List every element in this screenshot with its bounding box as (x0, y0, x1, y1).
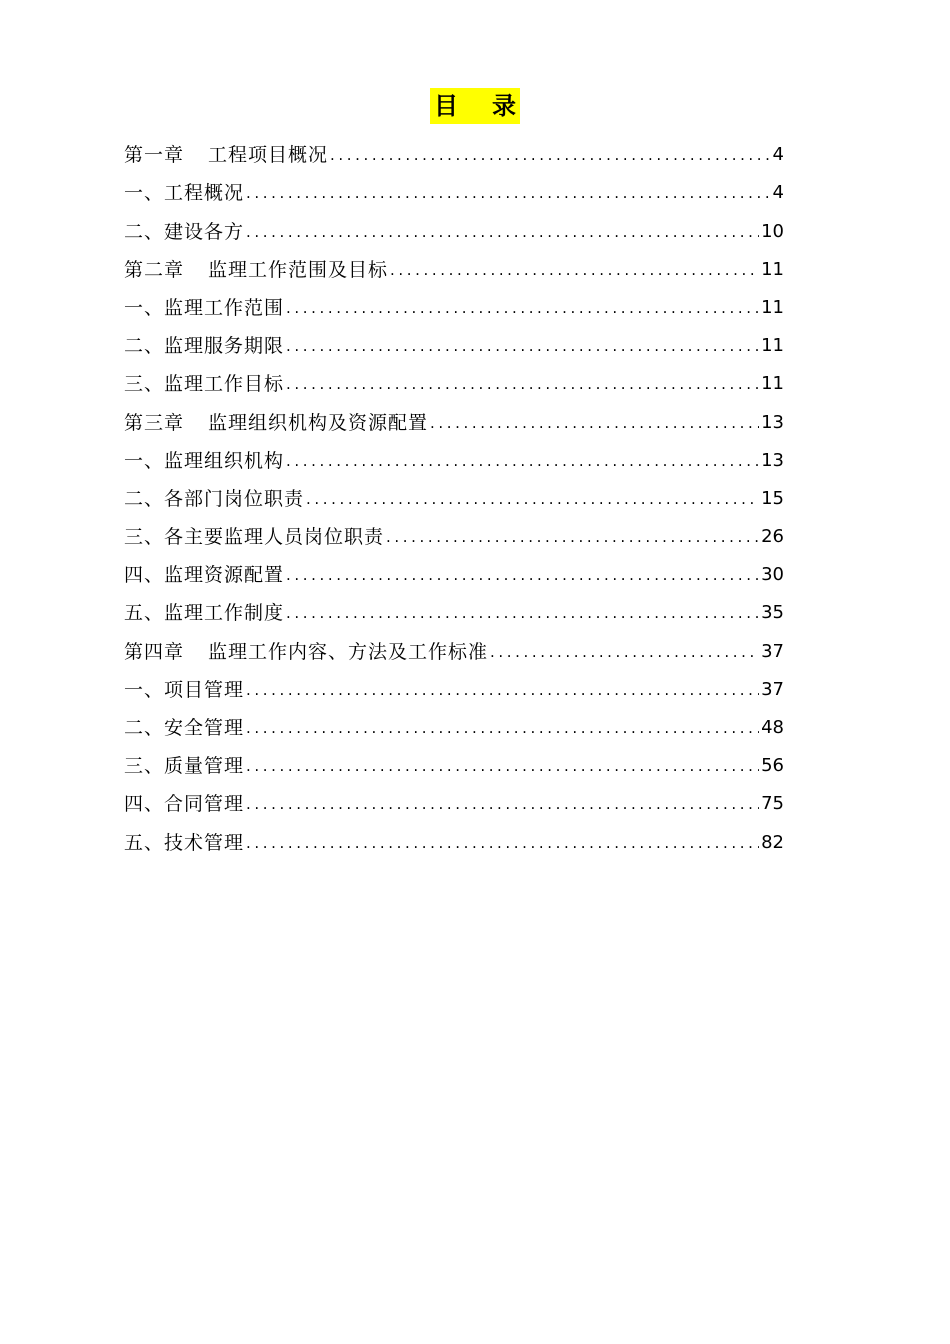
toc-entry-label (124, 594, 284, 632)
toc-leader-dots (304, 480, 759, 518)
toc-chapter-number: 第一章 (124, 144, 185, 167)
toc-entry-title: 监理工作内容、方法及工作标准 (208, 640, 489, 663)
toc-page-number: 15 (761, 487, 784, 509)
toc-entry-title: 一、项目管理 (124, 678, 245, 701)
toc-page-number: 11 (761, 373, 784, 395)
toc-entry-label (124, 327, 284, 365)
toc-leader-dots (328, 136, 771, 174)
toc-page-number: 13 (761, 411, 784, 433)
toc-entry-title: 三、质量管理 (124, 755, 245, 778)
toc-entry[interactable] (124, 327, 784, 365)
toc-entry-label (124, 174, 244, 212)
toc-entry-title: 五、技术管理 (124, 831, 245, 854)
toc-leader-dots (284, 327, 759, 365)
toc-entry-label (124, 747, 244, 785)
toc-page-number: 13 (761, 449, 784, 471)
toc-entry-label (124, 404, 428, 442)
toc-page-number: 30 (761, 564, 784, 586)
toc-leader-dots (244, 709, 759, 747)
toc-page-number: 11 (761, 335, 784, 357)
toc-entry-title: 三、各主要监理人员岗位职责 (124, 526, 385, 549)
toc-entry-label (124, 365, 284, 403)
toc-entry[interactable] (124, 403, 784, 441)
toc-page-number: 4 (772, 182, 784, 204)
toc-entry-label (124, 709, 244, 747)
toc-entry[interactable] (124, 671, 784, 709)
toc-entry[interactable] (124, 136, 784, 174)
toc-entry-title: 一、监理工作范围 (124, 296, 285, 319)
toc-entry-label (124, 289, 284, 327)
toc-leader-dots (284, 556, 759, 594)
toc-entry[interactable] (124, 251, 784, 289)
toc-entry-label (124, 518, 384, 556)
toc-title-part2: 录 (492, 92, 516, 120)
toc-leader-dots (244, 824, 759, 862)
toc-entry-label (124, 824, 244, 862)
toc-entry-title: 二、安全管理 (124, 717, 245, 739)
toc-entry[interactable] (124, 594, 784, 632)
table-of-contents (124, 136, 784, 862)
toc-entry[interactable] (124, 785, 784, 823)
toc-page-number: 56 (761, 755, 784, 777)
toc-entry-label (124, 213, 244, 251)
toc-entry[interactable] (124, 709, 784, 747)
toc-leader-dots (428, 404, 759, 442)
toc-page-number: 48 (761, 717, 784, 738)
toc-title-part1: 目 (434, 92, 458, 120)
toc-entry[interactable] (124, 747, 784, 785)
toc-entry[interactable] (124, 480, 784, 518)
title-wrap (0, 88, 950, 124)
toc-entry-title: 二、建设各方 (124, 220, 245, 243)
toc-entry-title: 四、合同管理 (124, 793, 245, 816)
toc-entry-title: 一、工程概况 (124, 182, 245, 205)
toc-leader-dots (284, 442, 759, 480)
toc-entry-title: 二、监理服务期限 (124, 335, 285, 358)
toc-leader-dots (244, 174, 771, 212)
toc-entry-label (124, 556, 284, 594)
toc-entry-title: 四、监理资源配置 (124, 564, 285, 587)
toc-entry[interactable] (124, 212, 784, 250)
toc-leader-dots (244, 785, 759, 823)
toc-page-number: 35 (761, 602, 784, 624)
toc-page-number: 37 (761, 640, 784, 662)
toc-entry-label (124, 251, 388, 289)
toc-entry[interactable] (124, 174, 784, 212)
toc-leader-dots (488, 633, 759, 671)
toc-entry[interactable] (124, 289, 784, 327)
toc-entry-label (124, 480, 304, 518)
toc-entry[interactable] (124, 823, 784, 861)
toc-leader-dots (284, 365, 759, 403)
toc-entry[interactable] (124, 365, 784, 403)
toc-leader-dots (284, 594, 759, 632)
toc-leader-dots (244, 671, 759, 709)
toc-leader-dots (388, 251, 759, 289)
toc-entry-title: 二、各部门岗位职责 (124, 487, 305, 510)
toc-entry-title: 一、监理组织机构 (124, 449, 285, 472)
toc-page-number: 11 (761, 296, 784, 318)
toc-entry-title: 五、监理工作制度 (124, 602, 285, 625)
toc-page-number: 4 (772, 144, 784, 166)
toc-entry-label (124, 442, 284, 480)
toc-page-number: 82 (761, 831, 784, 853)
toc-leader-dots (284, 289, 759, 327)
toc-entry[interactable] (124, 632, 784, 670)
toc-page-number: 11 (761, 258, 784, 280)
toc-page-number: 10 (761, 220, 784, 242)
toc-entry-label (124, 633, 488, 671)
toc-entry-title: 三、监理工作目标 (124, 373, 285, 396)
toc-entry-label (124, 785, 244, 823)
toc-chapter-number: 第四章 (124, 640, 185, 663)
toc-entry-label (124, 671, 244, 709)
toc-page-number: 26 (761, 526, 784, 548)
toc-entry[interactable] (124, 556, 784, 594)
toc-leader-dots (384, 518, 759, 556)
toc-leader-dots (244, 213, 759, 251)
toc-entry-title: 工程项目概况 (208, 144, 329, 167)
toc-leader-dots (244, 747, 759, 785)
toc-chapter-number: 第二章 (124, 258, 185, 281)
toc-page-number: 37 (761, 678, 784, 700)
toc-chapter-number: 第三章 (124, 411, 185, 434)
toc-title (430, 88, 520, 124)
toc-entry[interactable] (124, 518, 784, 556)
toc-page-number: 75 (761, 793, 784, 815)
toc-entry[interactable] (124, 442, 784, 480)
toc-entry-label (124, 136, 328, 174)
toc-entry-title: 监理工作范围及目标 (208, 258, 389, 281)
toc-entry-title: 监理组织机构及资源配置 (208, 411, 429, 434)
